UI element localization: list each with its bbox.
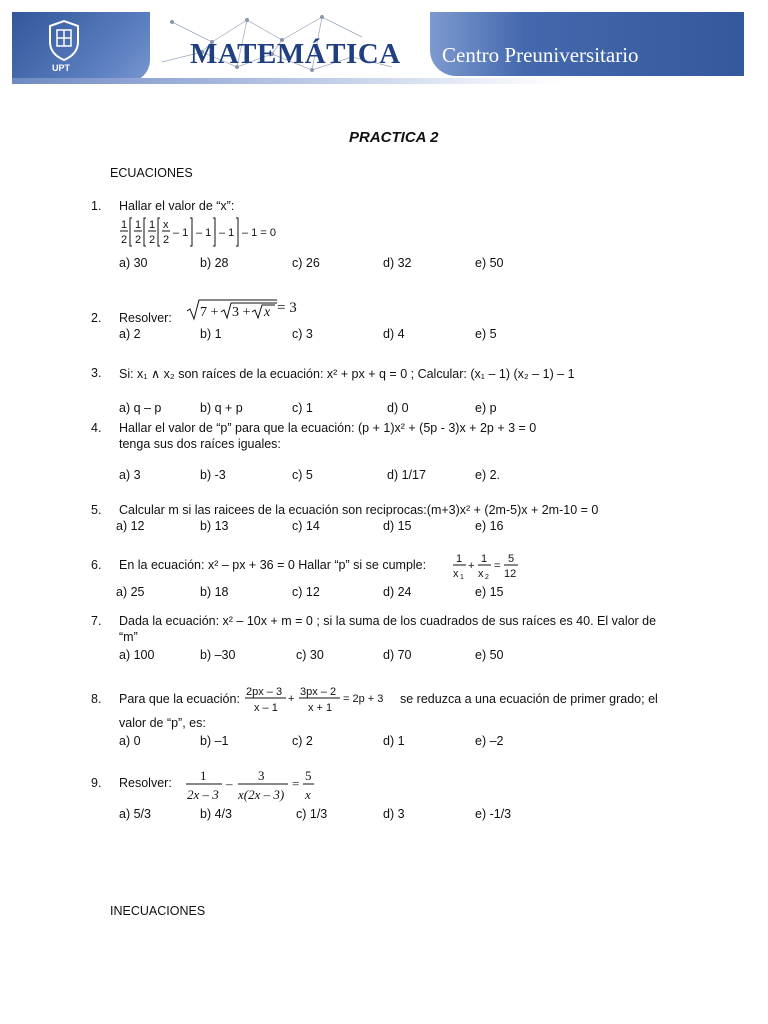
q6-option-c: c) 12 — [292, 585, 320, 599]
svg-text:1: 1 — [149, 219, 156, 231]
q7-option-d: d) 70 — [383, 648, 412, 662]
q7-option-c: c) 30 — [296, 648, 324, 662]
q4-text: Hallar el valor de “p” para que la ecuación: (p + 1)x² + (5p - 3)x + 2p + 3 = 0 — [119, 421, 537, 435]
q9-option-e: e) -1/3 — [475, 807, 512, 821]
q6-option-e: e) 15 — [475, 585, 504, 599]
q9-option-d: d) 3 — [383, 807, 405, 821]
svg-text:x: x — [163, 219, 169, 231]
q6-number: 6. — [91, 558, 102, 572]
q5-option-a: a) 12 — [116, 519, 145, 533]
svg-text:1: 1 — [200, 768, 207, 783]
q4-option-c: c) 5 — [292, 468, 313, 482]
q4-option-a: a) 3 — [119, 468, 141, 482]
q9-option-b: b) 4/3 — [200, 807, 232, 821]
q8-option-a: a) 0 — [119, 734, 141, 748]
svg-text:=: = — [292, 776, 300, 791]
page-title: MATEMÁTICA — [190, 38, 401, 70]
svg-text:x: x — [264, 305, 271, 320]
svg-text:x: x — [305, 787, 311, 802]
svg-text:2: 2 — [163, 234, 170, 246]
q4-option-d: d) 1/17 — [387, 468, 426, 482]
svg-text:2x – 3: 2x – 3 — [187, 787, 219, 802]
q2-text: Resolver: — [119, 311, 172, 325]
svg-text:2: 2 — [121, 234, 128, 246]
q2-option-c: c) 3 — [292, 327, 313, 341]
q2-option-e: e) 5 — [475, 327, 497, 341]
q2-option-a: a) 2 — [119, 327, 141, 341]
q9-fraction-equation — [184, 766, 324, 804]
upt-shield-icon — [46, 18, 82, 62]
svg-text:x – 1: x – 1 — [254, 702, 278, 714]
q6-fraction-equation — [452, 550, 524, 582]
svg-text:– 1: – 1 — [196, 227, 212, 239]
q3-number: 3. — [91, 366, 102, 380]
q8-option-e: e) –2 — [475, 734, 504, 748]
svg-text:x: x — [453, 568, 459, 580]
svg-text:x: x — [478, 568, 484, 580]
svg-text:x + 1: x + 1 — [308, 702, 333, 714]
q1-option-b: b) 28 — [200, 256, 229, 270]
q8-text-line2: valor de “p”, es: — [119, 716, 206, 730]
svg-text:3: 3 — [258, 768, 265, 783]
q6-text: En la ecuación: x² – px + 36 = 0 Hallar “p” si se cumple: — [119, 558, 427, 572]
svg-text:2px – 3: 2px – 3 — [246, 686, 283, 698]
svg-text:3px – 2: 3px – 2 — [300, 686, 337, 698]
svg-text:5: 5 — [508, 553, 515, 565]
q2-equation-result: = 3 — [277, 300, 297, 316]
svg-text:7 +: 7 + — [200, 305, 219, 320]
q3-text: Si: x₁ ∧ x₂ son raíces de la ecuación: x² + px + q = 0 ; Calcular: (x₁ – 1) (x₂ – 1) – 1 — [119, 367, 575, 381]
q7-option-a: a) 100 — [119, 648, 155, 662]
svg-text:+: + — [288, 693, 295, 705]
svg-text:–: – — [226, 776, 233, 791]
q6-option-d: d) 24 — [383, 585, 412, 599]
q3-option-e: e) p — [475, 401, 497, 415]
svg-text:5: 5 — [305, 768, 312, 783]
q9-text: Resolver: — [119, 776, 172, 790]
svg-text:– 1: – 1 — [219, 227, 235, 239]
svg-text:=: = — [494, 560, 501, 572]
q5-option-e: e) 16 — [475, 519, 504, 533]
q8-fraction-equation — [244, 683, 394, 717]
header-banner — [12, 12, 744, 86]
logo-text: UPT — [52, 63, 70, 73]
q2-option-d: d) 4 — [383, 327, 405, 341]
q7-option-e: e) 50 — [475, 648, 504, 662]
q9-option-c: c) 1/3 — [296, 807, 328, 821]
q8-text-after: se reduzca a una ecuación de primer grado; el — [400, 692, 658, 706]
q4-option-b: b) -3 — [200, 468, 226, 482]
svg-text:1: 1 — [460, 574, 464, 581]
q5-text: Calcular m si las raicees de la ecuación son reciprocas:(m+3)x² + (2m-5)x + 2m-10 = 0 — [119, 503, 599, 517]
q2-number: 2. — [91, 311, 102, 325]
q5-option-c: c) 14 — [292, 519, 320, 533]
q1-number: 1. — [91, 199, 102, 213]
svg-text:3 +: 3 + — [232, 305, 251, 320]
svg-text:= 2p + 3: = 2p + 3 — [343, 693, 384, 705]
q1-option-e: e) 50 — [475, 256, 504, 270]
q3-option-b: b) q + p — [200, 401, 243, 415]
section-ecuaciones: ECUACIONES — [110, 166, 193, 180]
banner-underline — [12, 78, 744, 84]
q8-option-d: d) 1 — [383, 734, 405, 748]
q8-option-b: b) –1 — [200, 734, 229, 748]
q7-number: 7. — [91, 614, 102, 628]
q7-text-line2: “m” — [119, 630, 138, 644]
svg-text:2: 2 — [485, 574, 489, 581]
q4-number: 4. — [91, 421, 102, 435]
q1-option-a: a) 30 — [119, 256, 148, 270]
q1-text: Hallar el valor de “x”: — [119, 199, 235, 213]
svg-text:x(2x – 3): x(2x – 3) — [238, 787, 285, 802]
svg-text:– 1 = 0: – 1 = 0 — [242, 227, 276, 239]
q1-option-d: d) 32 — [383, 256, 412, 270]
q4-option-e: e) 2. — [475, 468, 501, 482]
q3-option-c: c) 1 — [292, 401, 313, 415]
svg-text:– 1: – 1 — [173, 227, 189, 239]
q1-option-c: c) 26 — [292, 256, 320, 270]
q6-option-b: b) 18 — [200, 585, 229, 599]
section-inecuaciones: INECUACIONES — [110, 904, 206, 918]
q5-option-d: d) 15 — [383, 519, 412, 533]
svg-text:+: + — [468, 560, 475, 572]
q2-option-b: b) 1 — [200, 327, 222, 341]
q7-option-b: b) –30 — [200, 648, 236, 662]
svg-text:1: 1 — [481, 553, 488, 565]
q9-number: 9. — [91, 776, 102, 790]
practice-heading: PRACTICA 2 — [349, 129, 439, 146]
q1-equation — [118, 215, 288, 249]
svg-text:1: 1 — [456, 553, 463, 565]
svg-text:2: 2 — [135, 234, 142, 246]
q3-option-d: d) 0 — [387, 401, 409, 415]
q3-option-a: a) q – p — [119, 401, 162, 415]
q8-text: Para que la ecuación: — [119, 692, 240, 706]
banner-subtitle: Centro Preuniversitario — [442, 43, 639, 67]
q8-number: 8. — [91, 692, 102, 706]
q4-text-line2: tenga sus dos raíces iguales: — [119, 437, 281, 451]
q6-option-a: a) 25 — [116, 585, 145, 599]
q7-text: Dada la ecuación: x² – 10x + m = 0 ; si la suma de los cuadrados de sus raíces es 40. El valor de — [119, 614, 657, 628]
svg-text:12: 12 — [504, 568, 517, 580]
svg-text:1: 1 — [135, 219, 142, 231]
svg-text:1: 1 — [121, 219, 128, 231]
q5-option-b: b) 13 — [200, 519, 229, 533]
svg-text:2: 2 — [149, 234, 156, 246]
q9-option-a: a) 5/3 — [119, 807, 151, 821]
q5-number: 5. — [91, 503, 102, 517]
q8-option-c: c) 2 — [292, 734, 313, 748]
